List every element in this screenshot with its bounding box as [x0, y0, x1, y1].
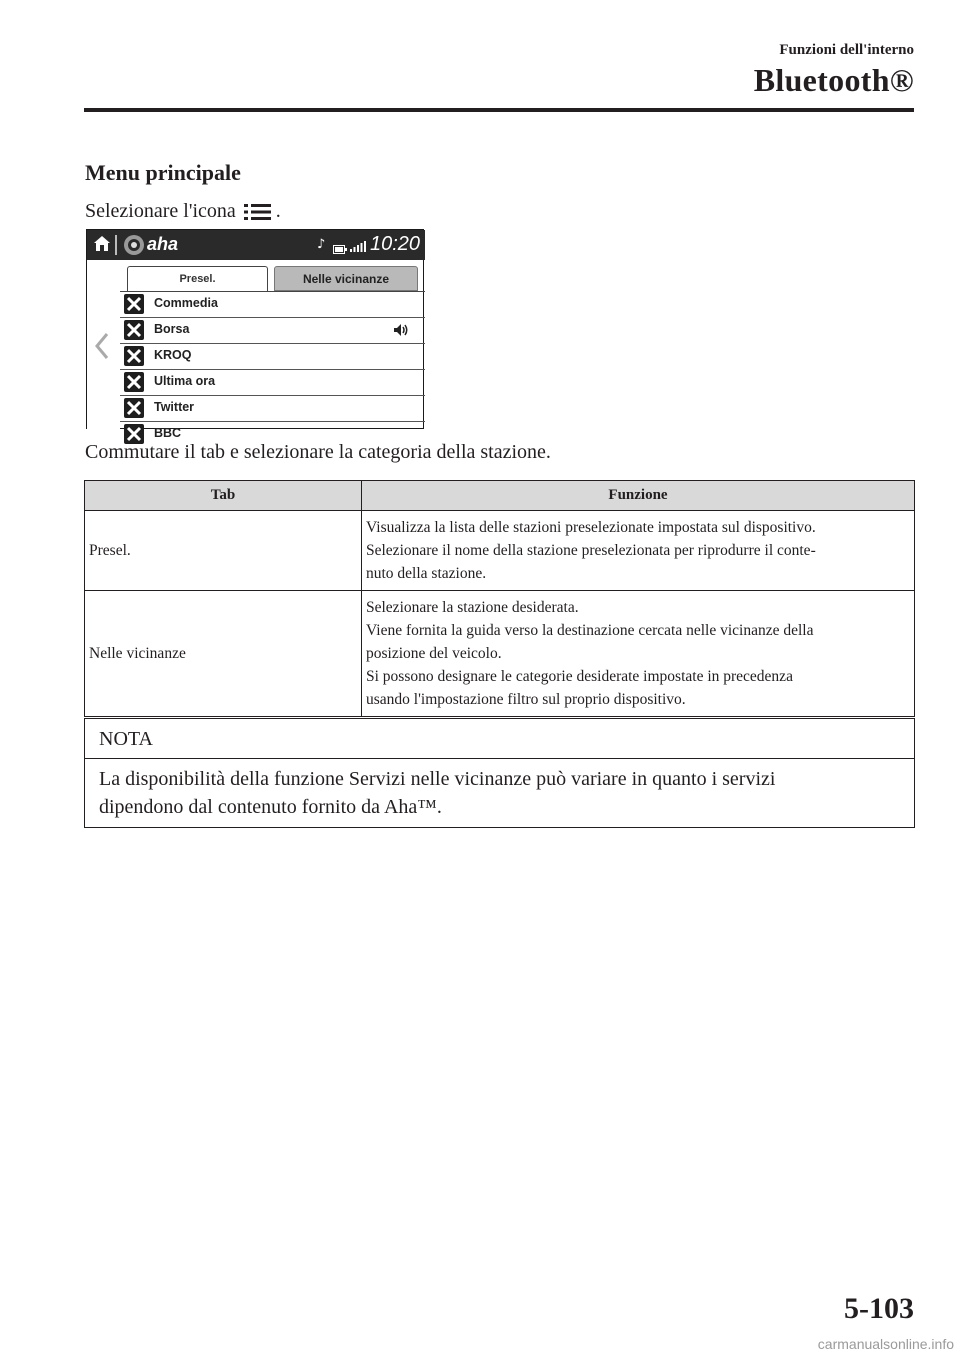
category-icon — [124, 320, 144, 340]
section-header: Funzioni dell'interno — [779, 42, 914, 58]
list-item[interactable] — [120, 318, 425, 344]
column-header: Tab — [85, 481, 362, 511]
speaker-icon — [393, 322, 409, 343]
list-icon — [242, 202, 274, 222]
chapter-title: Bluetooth® — [753, 62, 914, 98]
tab-nearby[interactable]: Nelle vicinanze — [274, 266, 418, 291]
list-item-label: Commedia — [154, 296, 218, 310]
station-list — [120, 291, 425, 440]
column-header: Funzione — [362, 481, 915, 511]
home-icon[interactable] — [93, 235, 111, 258]
list-item-label: BBC — [154, 426, 182, 440]
status-bar — [87, 230, 425, 260]
function-line: nuto della stazione. — [366, 565, 487, 582]
list-item-label: Twitter — [154, 400, 195, 414]
app-name: aha — [147, 234, 179, 254]
list-item-label: Borsa — [154, 322, 190, 336]
aha-screen — [86, 229, 424, 440]
aha-logo-icon — [123, 234, 145, 261]
function-line: Si possono designare le categorie desiderate impostate in precedenza — [366, 668, 793, 685]
chevron-left-icon — [94, 332, 110, 365]
note-body — [85, 759, 914, 827]
list-item[interactable] — [120, 396, 425, 422]
function-line: Selezionare il nome della stazione preselezionata per riprodurre il conte- — [366, 542, 816, 559]
caption: Commutare il tab e selezionare la categoria della stazione. — [85, 441, 551, 463]
status-separator — [115, 235, 117, 255]
function-line: usando l'impostazione filtro sul proprio dispositivo. — [366, 691, 686, 708]
back-button[interactable] — [87, 260, 120, 430]
list-item[interactable] — [120, 344, 425, 370]
header-rule — [84, 108, 914, 112]
instruction-period: . — [275, 200, 281, 222]
category-icon — [124, 346, 144, 366]
category-icon — [124, 294, 144, 314]
tab-cell: Nelle vicinanze — [85, 591, 362, 717]
list-item[interactable] — [120, 292, 425, 318]
list-item-label: KROQ — [154, 348, 192, 362]
section-title: Menu principale — [85, 160, 241, 185]
battery-icon — [333, 241, 347, 259]
function-table — [84, 480, 915, 717]
signal-icon — [350, 239, 366, 257]
function-line: Selezionare la stazione desiderata. — [366, 599, 579, 616]
list-item-label: Ultima ora — [154, 374, 216, 388]
note-line: La disponibilità della funzione Servizi nelle vicinanze può variare in quanto i servizi — [99, 768, 776, 790]
note-line: dipendono dal contenuto fornito da Aha™. — [99, 796, 442, 818]
function-cell — [362, 591, 915, 717]
tab-cell: Presel. — [85, 511, 362, 591]
music-note-icon: ♪ — [317, 237, 326, 252]
category-icon — [124, 398, 144, 418]
function-line: posizione del veicolo. — [366, 645, 502, 662]
note-box — [84, 718, 915, 828]
list-item[interactable] — [120, 422, 425, 440]
clock: 10:20 — [370, 233, 421, 255]
list-item[interactable] — [120, 370, 425, 396]
function-cell — [362, 511, 915, 591]
watermark: carmanualsonline.info — [817, 1336, 954, 1352]
instruction — [85, 200, 281, 223]
table-row — [85, 591, 915, 717]
function-line: Visualizza la lista delle stazioni preselezionate impostata sul dispositivo. — [366, 519, 816, 536]
page-number: 5-103 — [844, 1292, 914, 1325]
function-line: Viene fornita la guida verso la destinazione cercata nelle vicinanze della — [366, 622, 814, 639]
instruction-text: Selezionare l'icona — [85, 200, 236, 222]
note-title: NOTA — [85, 719, 914, 759]
table-header-row — [85, 481, 915, 511]
table-row — [85, 511, 915, 591]
tab-presel[interactable]: Presel. — [127, 266, 268, 292]
category-icon — [124, 372, 144, 392]
